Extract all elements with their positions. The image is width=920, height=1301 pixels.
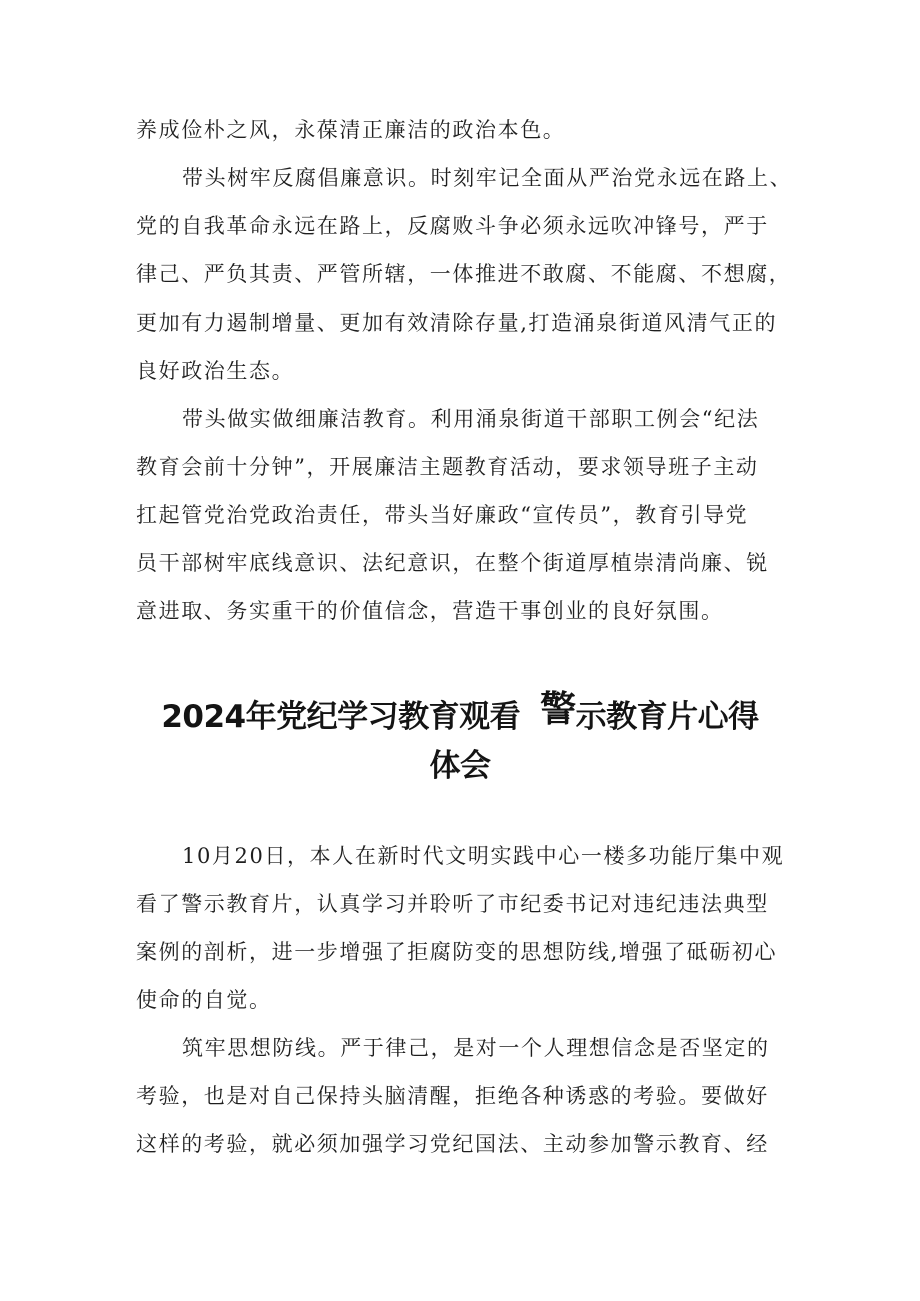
- paragraph-start-line: 10月20日，本人在新时代文明实践中心一楼多功能厅集中观: [182, 844, 785, 868]
- text-line: 扛起管党治党政治责任，带头当好廉政“宣传员”，教育引导党: [136, 503, 749, 527]
- paragraph-start-line: 带头树牢反腐倡廉意识。时刻牢记全面从严治党永远在路上、: [182, 166, 793, 190]
- text-line: 更加有力遏制增量、更加有效清除存量,打造涌泉街道风清气正的: [136, 311, 778, 335]
- text-line: 养成俭朴之风，永葆清正廉洁的政治本色。: [136, 118, 566, 142]
- paragraph-start-line: 带头做实做细廉洁教育。利用涌泉街道干部职工例会“纪法: [182, 407, 760, 431]
- article-title-line2: 体会: [429, 748, 491, 784]
- text-line: 教育会前十分钟”，开展廉洁主题教育活动，要求领导班子主动: [136, 455, 759, 479]
- title-part2: 示教育片心得: [575, 699, 759, 735]
- text-line: 良好政治生态。: [136, 359, 295, 383]
- text-line: 看了警示教育片，认真学习并聆听了市纪委书记对违纪违法典型: [136, 892, 769, 916]
- text-line: 案例的剖析，进一步增强了拒腐防变的思想防线,增强了砥砺初心: [136, 940, 778, 964]
- title-part1: 2024年党纪学习教育观看: [161, 699, 521, 735]
- text-line: 员干部树牢底线意识、法纪意识，在整个街道厚植崇清尚廉、锐: [136, 551, 769, 575]
- paragraph-start-line: 筑牢思想防线。严于律己，是对一个人理想信念是否坚定的: [182, 1036, 770, 1060]
- text-line: 使命的自觉。: [136, 988, 272, 1012]
- text-line: 党的自我革命永远在路上，反腐败斗争必须永远吹冲锋号，严于: [136, 214, 769, 238]
- text-line: 这样的考验，就必须加强学习党纪国法、主动参加警示教育、经: [136, 1132, 769, 1156]
- text-line: 律己、严负其责、严管所辖，一体推进不敢腐、不能腐、不想腐，: [136, 262, 792, 286]
- article-title: [0, 689, 920, 737]
- title-large-char: 警: [540, 689, 576, 730]
- text-line: 意进取、务实重干的价值信念，营造干事创业的良好氛围。: [136, 599, 724, 623]
- text-line: 考验，也是对自己保持头脑清醒，拒绝各种诱惑的考验。要做好: [136, 1084, 769, 1108]
